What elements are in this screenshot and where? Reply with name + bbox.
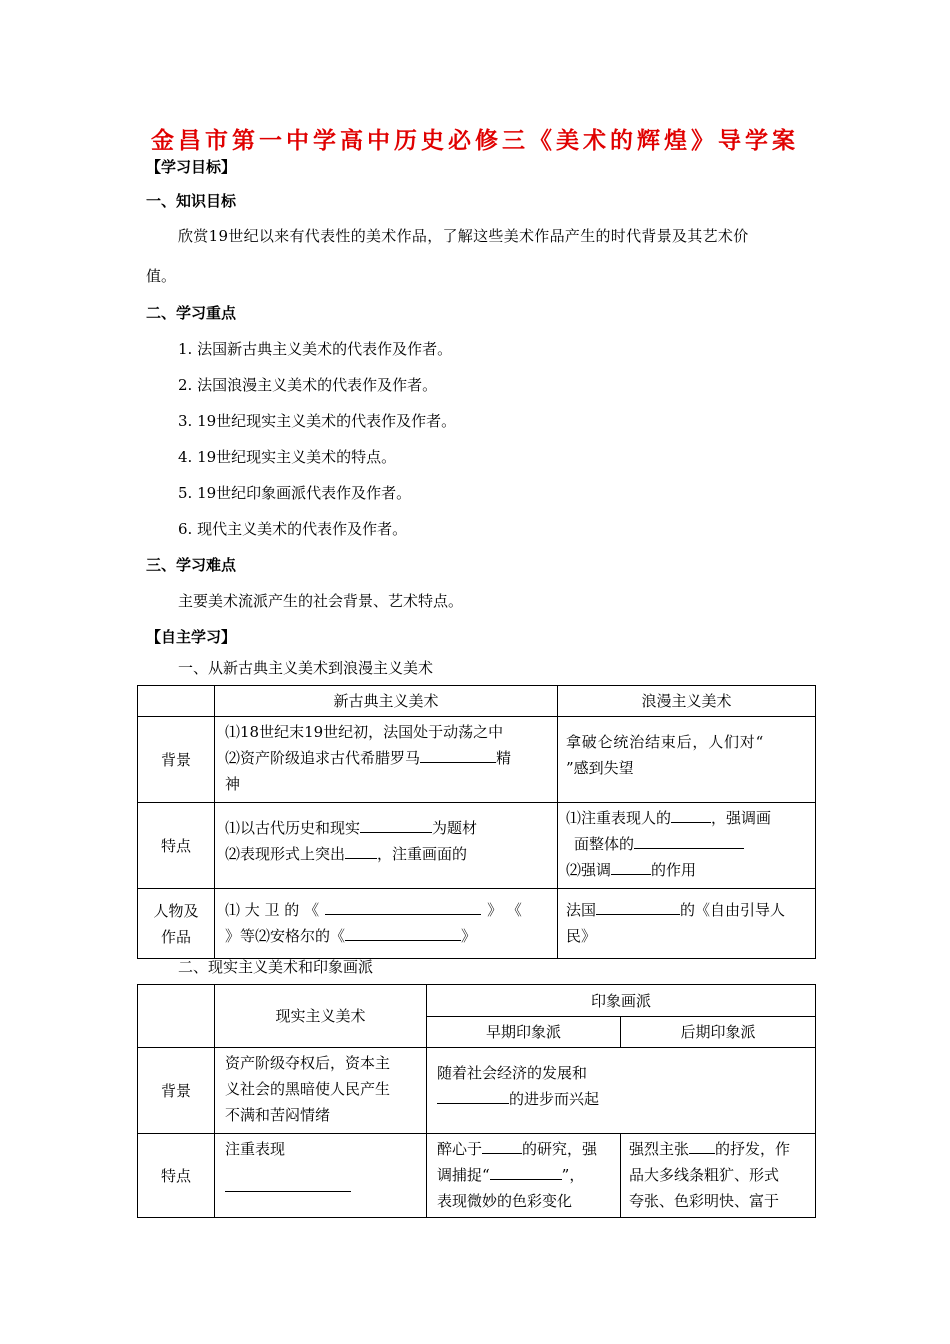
difficulty-heading: 三、学习难点 <box>146 556 237 574</box>
col-header-realism: 现实主义美术 <box>215 985 427 1048</box>
col-header-neoclassical: 新古典主义美术 <box>215 686 558 717</box>
table-cell-empty <box>138 686 215 717</box>
table-cell <box>558 717 816 803</box>
cell-line: 法国 的《自由引导人 <box>566 901 786 919</box>
table-cell <box>215 1134 427 1218</box>
cell-line: 夸张、色彩明快、富于 <box>629 1192 780 1210</box>
key-points-heading: 二、学习重点 <box>146 304 237 322</box>
cell-line: ⑵资产阶级追求古代希腊罗马 精 <box>225 749 512 767</box>
table-cell <box>621 1134 816 1218</box>
cell-line: ⑴以古代历史和现实 为题材 <box>225 819 478 837</box>
fill-blank[interactable] <box>671 808 711 823</box>
table2-caption: 二、现实主义美术和印象画派 <box>178 958 374 976</box>
cell-line: 资产阶级夺权后，资本主 <box>225 1054 391 1072</box>
cell-line: 神 <box>225 775 241 793</box>
fill-blank[interactable] <box>360 818 432 833</box>
table-cell <box>215 803 558 889</box>
fill-blank[interactable] <box>596 900 680 915</box>
row-label-background: 背景 <box>138 1048 215 1134</box>
col-header-impressionism: 印象画派 <box>427 985 816 1017</box>
fill-blank[interactable] <box>225 1177 351 1192</box>
cell-line: ⑴ 大 卫 的 《 》 《 <box>225 901 522 919</box>
key-point-item: 3. 19世纪现实主义美术的代表作及作者。 <box>178 412 457 430</box>
cell-line: 》等⑵安格尔的《 》 <box>225 927 477 945</box>
cell-line: 义社会的黑暗使人民产生 <box>225 1080 391 1098</box>
row-label-features: 特点 <box>138 803 215 889</box>
row-label-figures-works <box>138 889 215 959</box>
difficulty-text: 主要美术流派产生的社会背景、艺术特点。 <box>178 592 464 610</box>
cell-line: ⑵强调 的作用 <box>566 861 697 879</box>
table-cell <box>215 889 558 959</box>
table1-caption: 一、从新古典主义美术到浪漫主义美术 <box>178 659 434 677</box>
table-cell <box>215 717 558 803</box>
key-point-item: 2. 法国浪漫主义美术的代表作及作者。 <box>178 376 438 394</box>
subheader-early-impressionism: 早期印象派 <box>427 1017 621 1048</box>
cell-line: ⑴注重表现人的 ，强调画 <box>566 809 772 827</box>
fill-blank[interactable] <box>345 844 377 859</box>
table-realism-impressionism <box>137 984 816 1218</box>
cell-line: 民》 <box>566 927 597 945</box>
cell-line: 面整体的 <box>566 831 809 857</box>
knowledge-goal-line: 欣赏19世纪以来有代表性的美术作品，了解这些美术作品产生的时代背景及其艺术价 <box>178 227 749 245</box>
table-neoclassical-romantic <box>137 685 816 959</box>
subheader-late-impressionism: 后期印象派 <box>621 1017 816 1048</box>
cell-line: 不满和苦闷情绪 <box>225 1106 331 1124</box>
cell-line: 醉心于 的研究，强 <box>437 1140 598 1158</box>
knowledge-goal-line: 值。 <box>146 267 177 285</box>
fill-blank[interactable] <box>490 1165 562 1180</box>
row-label-line: 人物及 <box>153 901 199 920</box>
fill-blank[interactable] <box>420 748 496 763</box>
table-cell-empty <box>138 985 215 1048</box>
cell-line: ⑴18世纪末19世纪初，法国处于动荡之中 <box>225 723 504 741</box>
key-point-item: 1. 法国新古典主义美术的代表作及作者。 <box>178 340 453 358</box>
cell-line: 拿破仑统治结束后，人们对“ <box>566 733 765 751</box>
table-cell <box>558 889 816 959</box>
cell-line <box>225 1174 420 1200</box>
row-label-line: 作品 <box>160 927 191 946</box>
fill-blank[interactable] <box>611 860 651 875</box>
cell-line: ”感到失望 <box>566 759 634 777</box>
cell-line: 注重表现 <box>225 1140 286 1158</box>
cell-line: 表现微妙的色彩变化 <box>437 1192 573 1210</box>
table-cell <box>427 1048 816 1134</box>
page-title: 金昌市第一中学高中历史必修三《美术的辉煌》导学案 <box>151 128 799 154</box>
fill-blank[interactable] <box>689 1139 715 1154</box>
key-point-item: 4. 19世纪现实主义美术的特点。 <box>178 448 397 466</box>
cell-line: 的进步而兴起 <box>437 1086 809 1112</box>
fill-blank[interactable] <box>482 1139 522 1154</box>
cell-line: 随着社会经济的发展和 <box>437 1064 588 1082</box>
fill-blank[interactable] <box>634 834 744 849</box>
row-label-background: 背景 <box>138 717 215 803</box>
table-cell <box>427 1134 621 1218</box>
fill-blank[interactable] <box>437 1089 509 1104</box>
cell-line: ⑵表现形式上突出 ，注重画面的 <box>225 845 468 863</box>
col-header-romantic: 浪漫主义美术 <box>558 686 816 717</box>
section-self-study: 【自主学习】 <box>146 628 237 646</box>
table-cell <box>558 803 816 889</box>
knowledge-goal-heading: 一、知识目标 <box>146 192 237 210</box>
table-cell <box>215 1048 427 1134</box>
section-learning-goals: 【学习目标】 <box>146 158 237 176</box>
cell-line: 强烈主张 的抒发，作 <box>629 1140 791 1158</box>
fill-blank[interactable] <box>345 926 461 941</box>
cell-line: 调捕捉“ ”， <box>437 1166 585 1184</box>
cell-line: 品大多线条粗犷、形式 <box>629 1166 780 1184</box>
key-point-item: 5. 19世纪印象画派代表作及作者。 <box>178 484 412 502</box>
fill-blank[interactable] <box>325 900 481 915</box>
key-point-item: 6. 现代主义美术的代表作及作者。 <box>178 520 408 538</box>
row-label-features: 特点 <box>138 1134 215 1218</box>
